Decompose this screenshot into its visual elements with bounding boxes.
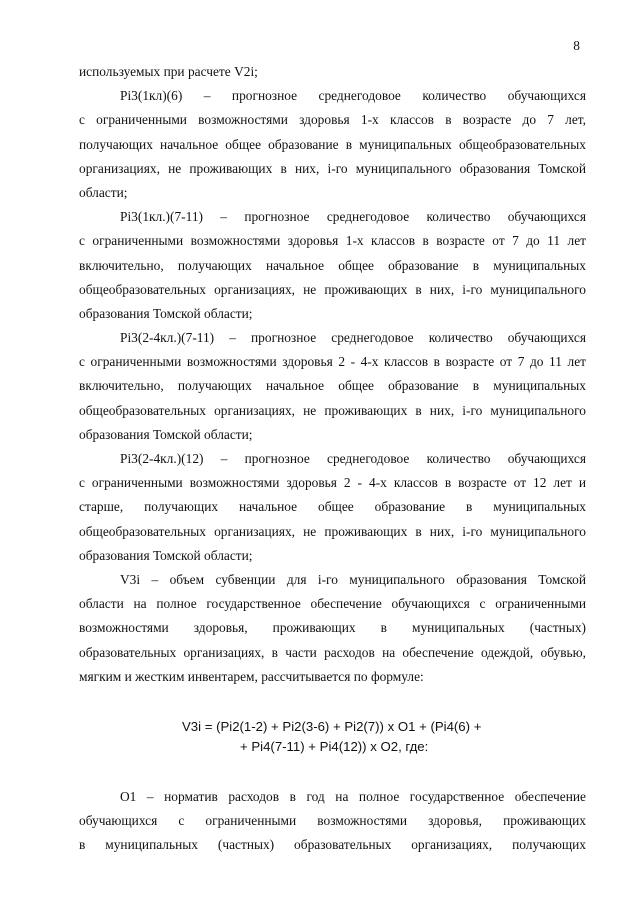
- text-line: с ограниченными возможностями здоровья 2 - 4-х классов в возрасте от 12 лет и: [79, 475, 586, 491]
- text-line: Pi3(1кл.)(7-11) – прогнозное среднегодовое количество обучающихся: [120, 209, 586, 225]
- formula-v3i: [79, 717, 586, 757]
- paragraph-pi3-1kl-7-11: [79, 205, 586, 326]
- text-line: используемых при расчете V2i;: [79, 64, 258, 79]
- text-line: образования Томской области;: [79, 547, 253, 563]
- formula-line: + Pi4(7-11) + Pi4(12)) x O2, где:: [240, 738, 429, 754]
- text-line: области;: [79, 184, 128, 200]
- text-line: старше, получающих начальное общее образование в муниципальных: [79, 499, 586, 515]
- text-line: области на полное государственное обеспечение обучающихся с ограниченными: [79, 596, 586, 612]
- paragraph-v3i: [79, 568, 586, 689]
- paragraph-v2i-continuation: [79, 60, 586, 84]
- text-line: получающих начальное общее образование в муниципальных общеобразовательных: [79, 136, 586, 152]
- text-line: в муниципальных (частных) образовательных организациях, получающих: [79, 837, 586, 853]
- paragraph-pi3-2-4kl-7-11: [79, 326, 586, 447]
- text-line: общеобразовательных организациях, не проживающих в них, i-го муниципального: [79, 523, 586, 539]
- text-line: Pi3(2-4кл.)(12) – прогнозное среднегодовое количество обучающихся: [120, 451, 586, 466]
- text-line: с ограниченными возможностями здоровья 1-х классов в возрасте до 7 лет,: [79, 112, 586, 128]
- document-body: [79, 60, 586, 857]
- text-line: O1 – норматив расходов в год на полное государственное обеспечение: [120, 788, 586, 804]
- paragraph-pi3-1kl-6: [79, 84, 586, 205]
- text-line: общеобразовательных организациях, не проживающих в них, i-го муниципального: [79, 402, 586, 418]
- text-line: возможностями здоровья, проживающих в муниципальных (частных): [79, 620, 586, 636]
- text-line: обучающихся с ограниченными возможностями здоровья, проживающих: [79, 813, 586, 829]
- text-line: образования Томской области;: [79, 426, 253, 442]
- text-line: V3i – объем субвенции для i-го муниципального образования Томской: [120, 571, 586, 587]
- text-line: Pi3(2-4кл.)(7-11) – прогнозное среднегодовое количество обучающихся: [120, 330, 586, 346]
- page-number: 8: [573, 38, 580, 53]
- text-line: мягким и жестким инвентарем, рассчитывается по формуле:: [79, 668, 424, 684]
- text-line: с ограниченными возможностями здоровья 2 - 4-х классов в возрасте от 7 до 11 лет: [79, 354, 586, 370]
- paragraph-pi3-2-4kl-12: [79, 447, 586, 568]
- text-line: общеобразовательных организациях, не проживающих в них, i-го муниципального: [79, 281, 586, 297]
- paragraph-o1: [79, 785, 586, 858]
- text-line: включительно, получающих начальное общее образование в муниципальных: [79, 378, 586, 394]
- text-line: с ограниченными возможностями здоровья 1-х классов в возрасте от 7 до 11 лет: [79, 233, 586, 249]
- text-line: образования Томской области;: [79, 305, 253, 321]
- text-line: организациях, не проживающих в них, i-го муниципального образования Томской: [79, 160, 586, 176]
- text-line: включительно, получающих начальное общее образование в муниципальных: [79, 257, 586, 273]
- text-line: образовательных организациях, в части расходов на обеспечение одеждой, обувью,: [79, 644, 586, 660]
- formula-line: V3i = (Pi2(1-2) + Pi2(3-6) + Pi2(7)) x O1 + (Pi4(6) +: [182, 718, 482, 734]
- text-line: Pi3(1кл)(6) – прогнозное среднегодовое количество обучающихся: [120, 88, 586, 104]
